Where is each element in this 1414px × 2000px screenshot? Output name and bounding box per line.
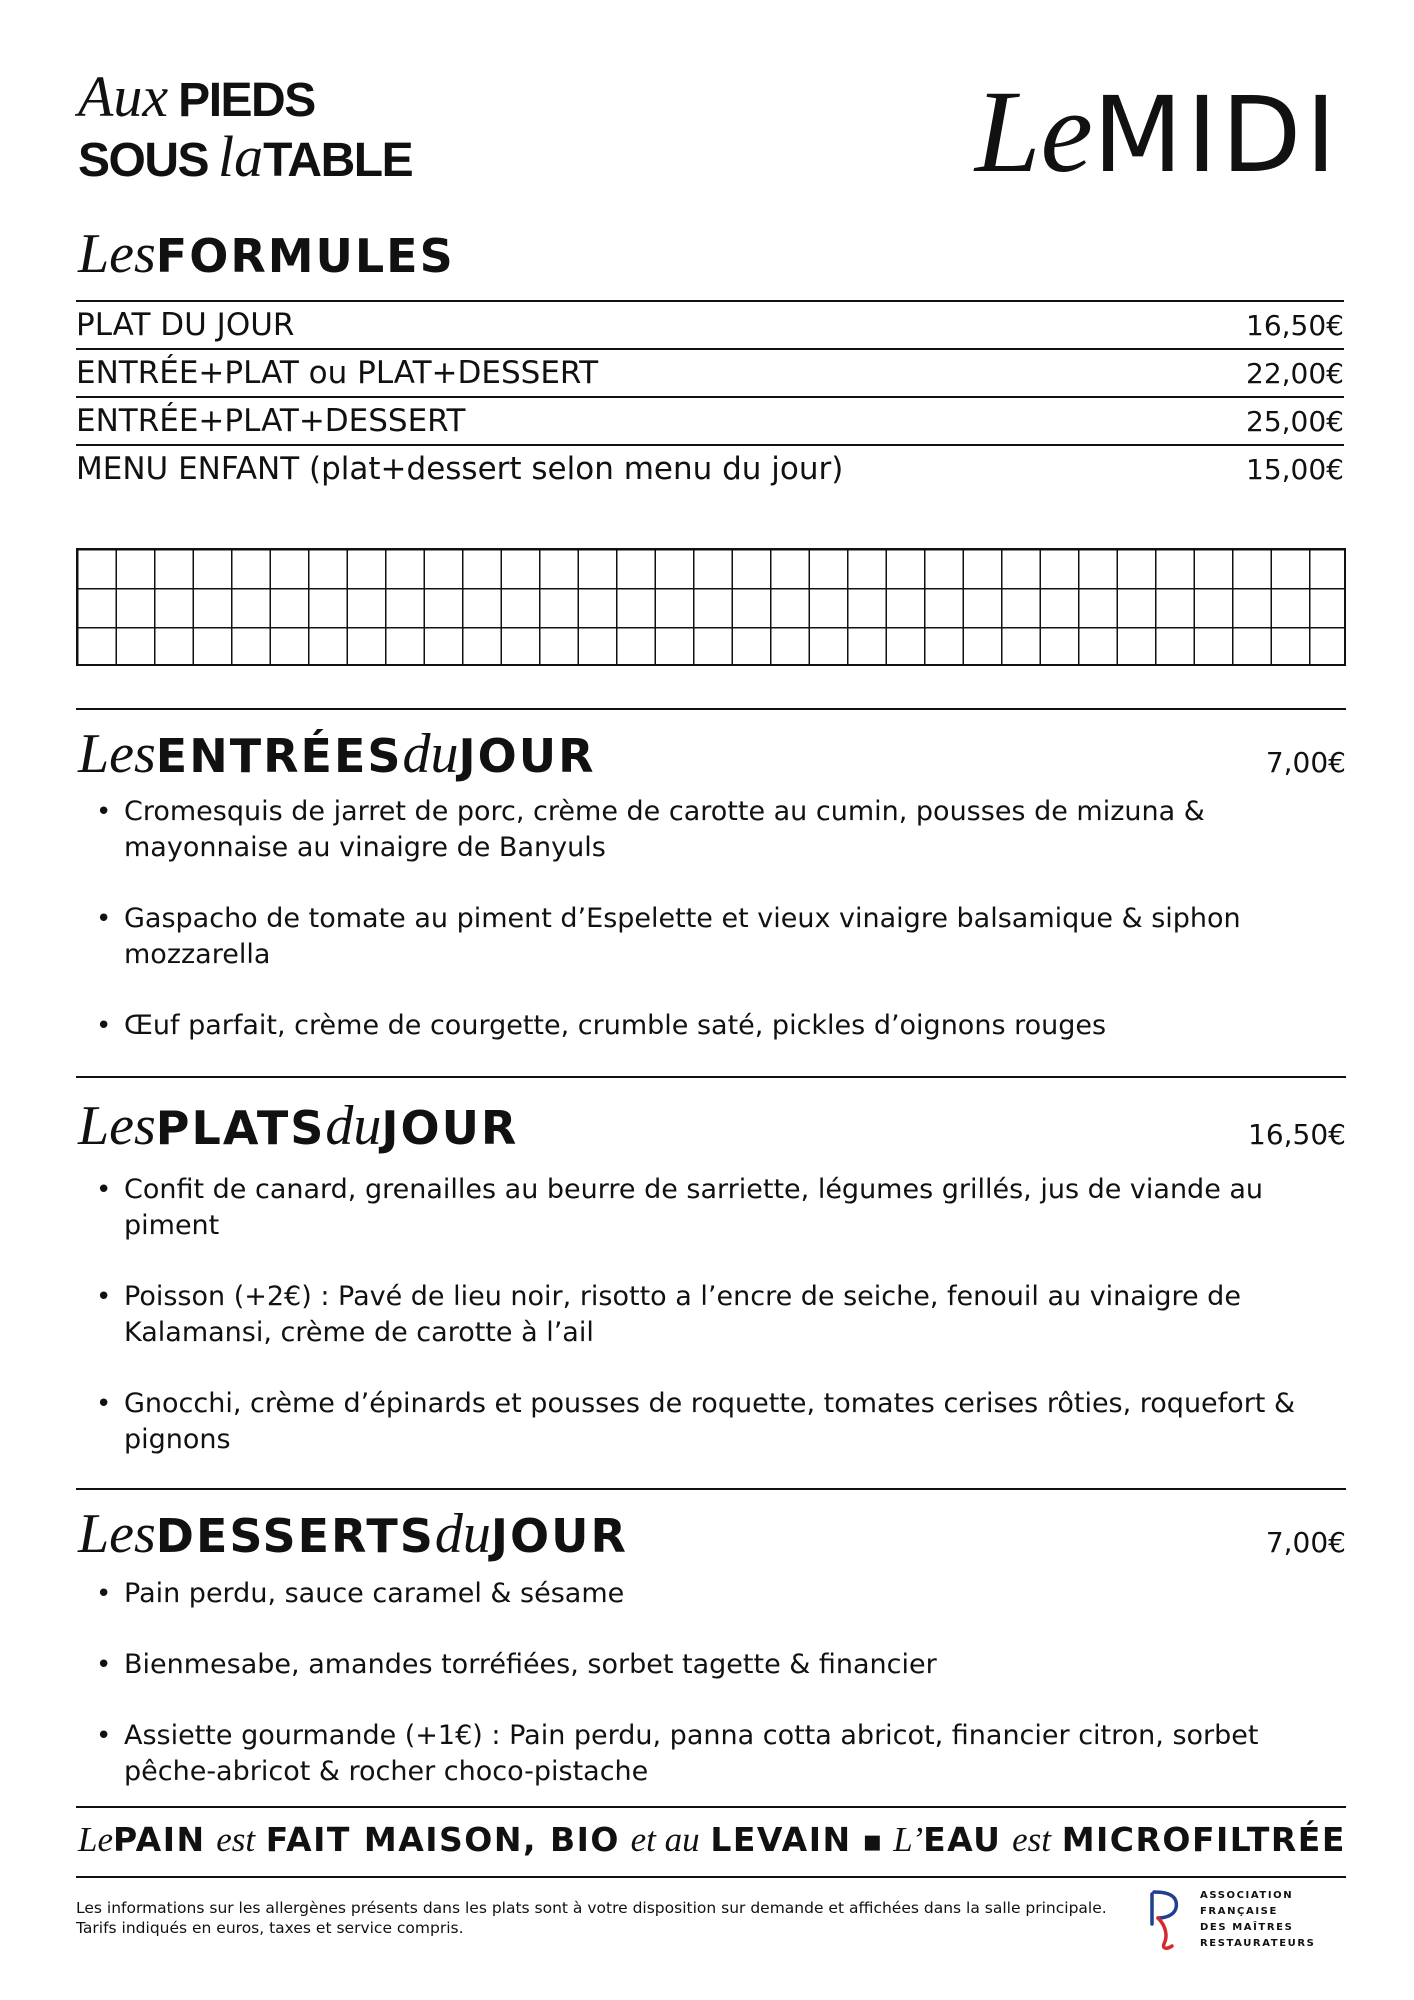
desserts-header: [78, 1502, 1346, 1566]
divider: [76, 1806, 1346, 1808]
formule-price: 25,00€: [1246, 404, 1344, 438]
divider: [76, 1876, 1346, 1878]
decorative-grid: [76, 548, 1346, 666]
association-line: FRANÇAISE: [1200, 1906, 1278, 1917]
logo-line-1: [78, 64, 518, 129]
logo-aux: Aux: [78, 64, 169, 129]
divider: [76, 708, 1346, 710]
plats-header: [78, 1094, 1346, 1158]
plats-title-les: Les: [78, 1095, 156, 1157]
formule-label: ENTRÉE+PLAT ou PLAT+DESSERT: [76, 355, 599, 391]
desserts-title: [78, 1502, 628, 1566]
maitres-restaurateurs-logo: [1146, 1888, 1315, 1952]
maitres-restaurateurs-emblem-icon: [1146, 1888, 1186, 1952]
desserts-title-les: Les: [78, 1503, 156, 1565]
banner-l: L’: [893, 1820, 924, 1859]
divider: [76, 1076, 1346, 1078]
formule-label: ENTRÉE+PLAT+DESSERT: [76, 403, 466, 439]
formule-row: [76, 348, 1344, 396]
entrees-price: 7,00€: [1265, 746, 1346, 779]
entrees-title: [78, 722, 596, 786]
desserts-title-caps: DESSERTS: [155, 1509, 435, 1563]
entrees-title-caps: ENTRÉES: [155, 729, 403, 783]
formules-table: [76, 300, 1344, 492]
plats-title: [78, 1094, 518, 1158]
association-line: ASSOCIATION: [1200, 1890, 1294, 1901]
association-line: RESTAURATEURS: [1200, 1938, 1316, 1949]
list-item: • Gaspacho de tomate au piment d’Espelette et vieux vinaigre balsamique & siphon mozzarella: [96, 901, 1316, 973]
plats-title-du: du: [325, 1095, 382, 1157]
banner-fait-maison: FAIT MAISON, BIO: [265, 1820, 620, 1859]
restaurant-logo: [78, 64, 518, 198]
formules-title: [78, 222, 455, 286]
formule-row: [76, 300, 1344, 348]
formule-label: PLAT DU JOUR: [76, 307, 295, 343]
list-item: • Cromesquis de jarret de porc, crème de carotte au cumin, pousses de mizuna & mayonnaise au vinaigre de Banyuls: [96, 794, 1316, 866]
desserts-title-du: du: [434, 1503, 491, 1565]
list-item: • Pain perdu, sauce caramel & sésame: [96, 1576, 1316, 1612]
logo-pieds: PIEDS: [178, 74, 315, 127]
legal-line-1: Les informations sur les allergènes présents dans les plats sont à votre disposition sur demande et affichées dans la salle principale.: [76, 1899, 1107, 1917]
page-title-midi: MIDI: [1092, 74, 1340, 196]
legal-notice: [76, 1898, 1156, 1938]
list-item: • Assiette gourmande (+1€) : Pain perdu, panna cotta abricot, financier citron, sorbet pêche-abricot & rocher choco-pistache: [96, 1718, 1316, 1790]
list-item: • Confit de canard, grenailles au beurre de sarriette, légumes grillés, jus de viande au piment: [96, 1172, 1316, 1244]
association-text: [1200, 1888, 1315, 1952]
divider: [76, 1488, 1346, 1490]
logo-table: TABLE: [263, 134, 413, 187]
list-item: • Bienmesabe, amandes torréfiées, sorbet tagette & financier: [96, 1647, 1316, 1683]
formule-label: MENU ENFANT (plat+dessert selon menu du jour): [76, 451, 844, 487]
plats-list: [96, 1172, 1316, 1493]
entrees-header: [78, 722, 1346, 786]
banner-levain: LEVAIN: [710, 1820, 852, 1859]
legal-line-2: Tarifs indiqués en euros, taxes et service compris.: [76, 1919, 464, 1937]
plats-title-jour: JOUR: [381, 1101, 519, 1155]
list-item: • Gnocchi, crème d’épinards et pousses de roquette, tomates cerises rôties, roquefort & pignons: [96, 1386, 1316, 1458]
logo-sous: SOUS: [78, 134, 209, 187]
formule-price: 15,00€: [1246, 452, 1344, 486]
logo-la: la: [218, 124, 264, 189]
logo-line-2: [78, 124, 518, 189]
formule-row: [76, 396, 1344, 444]
banner-et-au: et au: [630, 1820, 700, 1859]
plats-price: 16,50€: [1248, 1118, 1346, 1151]
entrees-title-jour: JOUR: [458, 729, 596, 783]
banner-separator: ▪: [862, 1824, 883, 1859]
page-title: [974, 66, 1340, 197]
plats-title-caps: PLATS: [155, 1101, 326, 1155]
formules-title-les: Les: [78, 223, 156, 285]
formule-row: [76, 444, 1344, 492]
entrees-title-les: Les: [78, 723, 156, 785]
entrees-list: [96, 794, 1316, 1079]
desserts-price: 7,00€: [1265, 1526, 1346, 1559]
banner-est-2: est: [1012, 1820, 1052, 1859]
banner-est: est: [216, 1820, 256, 1859]
association-line: DES MAÎTRES: [1200, 1922, 1294, 1933]
page-title-le: Le: [974, 66, 1093, 197]
bread-water-banner: [78, 1820, 1346, 1860]
desserts-list: [96, 1576, 1316, 1825]
banner-pain: PAIN: [113, 1820, 206, 1859]
banner-eau: EAU: [923, 1820, 1002, 1859]
formule-price: 16,50€: [1246, 308, 1344, 342]
banner-microfiltree: MICROFILTRÉE: [1061, 1820, 1346, 1859]
formules-title-caps: FORMULES: [155, 229, 455, 283]
desserts-title-jour: JOUR: [490, 1509, 628, 1563]
entrees-title-du: du: [402, 723, 459, 785]
formule-price: 22,00€: [1246, 356, 1344, 390]
list-item: • Poisson (+2€) : Pavé de lieu noir, risotto a l’encre de seiche, fenouil au vinaigre de Kalamansi, crème de carotte à l’ail: [96, 1279, 1316, 1351]
list-item: • Œuf parfait, crème de courgette, crumble saté, pickles d’oignons rouges: [96, 1008, 1316, 1044]
banner-le: Le: [78, 1820, 113, 1859]
